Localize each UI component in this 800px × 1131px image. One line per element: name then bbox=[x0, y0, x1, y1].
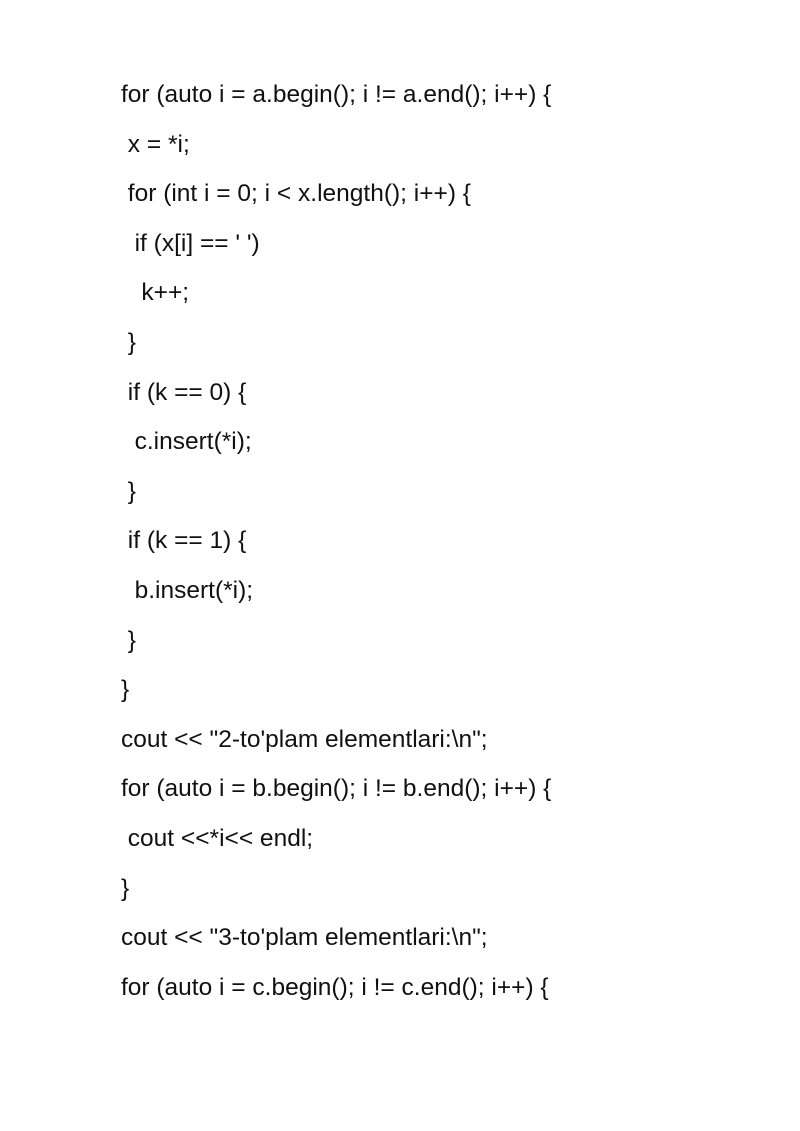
code-line: b.insert(*i); bbox=[121, 576, 254, 604]
code-line: } bbox=[121, 477, 136, 505]
code-line: k++; bbox=[121, 279, 190, 307]
code-line: cout <<*i<< endl; bbox=[121, 824, 314, 852]
code-line: if (x[i] == ' ') bbox=[121, 229, 260, 257]
code-line: x = *i; bbox=[121, 130, 190, 158]
code-listing bbox=[121, 75, 741, 1017]
code-line: if (k == 0) { bbox=[121, 378, 247, 406]
code-line: if (k == 1) { bbox=[121, 527, 247, 555]
code-line: } bbox=[121, 328, 136, 356]
code-line: } bbox=[121, 626, 136, 654]
code-line: } bbox=[121, 676, 130, 704]
code-line: for (auto i = c.begin(); i != c.end(); i++) { bbox=[121, 973, 549, 1001]
code-line: for (auto i = a.begin(); i != a.end(); i++) { bbox=[121, 81, 552, 108]
code-line: cout << "2-to'plam elementlari:\n"; bbox=[121, 725, 488, 753]
code-line: cout << "3-to'plam elementlari:\n"; bbox=[121, 924, 488, 952]
code-line: for (int i = 0; i < x.length(); i++) { bbox=[121, 180, 471, 208]
code-line: for (auto i = b.begin(); i != b.end(); i++) { bbox=[121, 775, 552, 803]
code-line: c.insert(*i); bbox=[121, 428, 252, 456]
code-line: } bbox=[121, 874, 130, 902]
